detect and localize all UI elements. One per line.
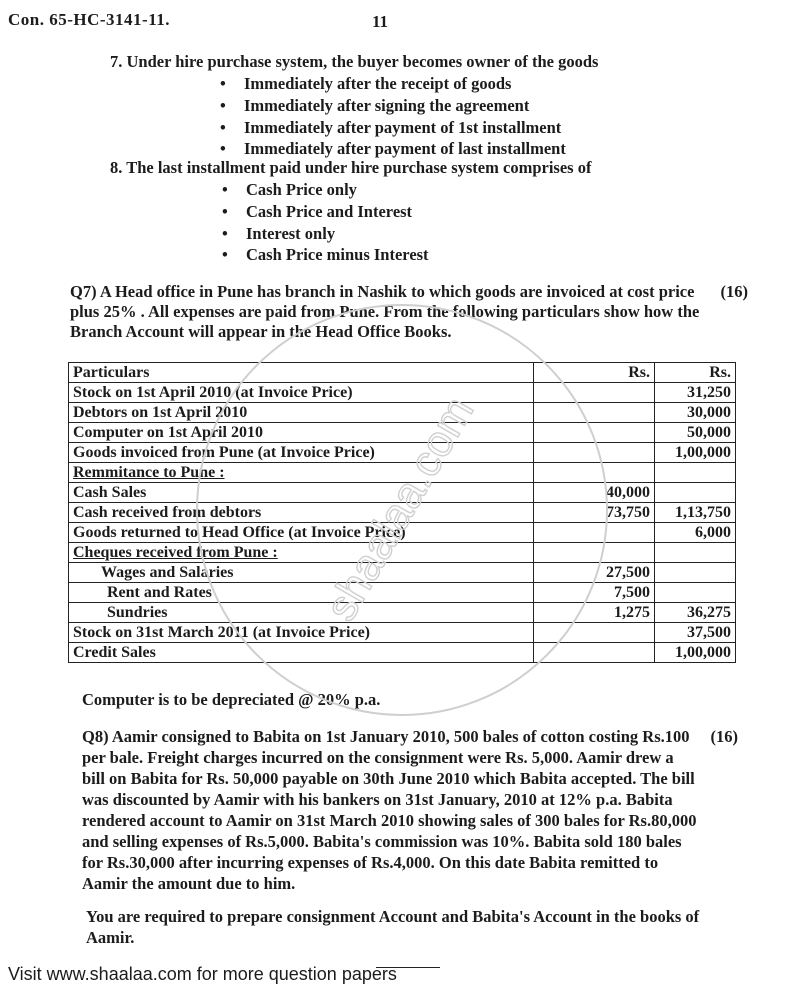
bullet-icon: •	[222, 180, 228, 199]
table-row: Goods invoiced from Pune (at Invoice Price) 1,00,000	[69, 443, 736, 463]
bullet-icon: •	[220, 118, 226, 137]
question-8	[82, 726, 738, 894]
table-header-row	[69, 363, 736, 383]
table-row: Cash Sales 40,000	[69, 483, 736, 503]
signature-line	[376, 967, 440, 968]
mcq-option: • Immediately after the receipt of goods	[220, 74, 512, 93]
question-text: Aamir consigned to Babita on 1st January 2010, 500 bales of cotton costing Rs.100 per bale. Freight charges incurred on the consignment were Rs. 5,000. Aamir drew a bill on Babita for Rs. 50,000 payable on 30th June 2010 which Babita accepted. The bill was discounted by Aamir with his bankers on 31st January, 2010 at 12% p.a. Babita rendered account to Aamir on 31st March 2010 showing sales of 300 bales for Rs.80,000 and selling expenses of Rs.5,000. Babita's commission was 10%. Babita sold 180 bales for Rs.30,000 after incurring expenses of Rs.4,000. On this date Babita remitted to Aamir the amount due to him.	[82, 727, 697, 893]
table-row: Rent and Rates 7,500	[69, 583, 736, 603]
depreciation-note: Computer is to be depreciated @ 20% p.a.	[82, 690, 381, 709]
question-7	[70, 282, 748, 342]
table-row: Remmitance to Pune :	[69, 463, 736, 483]
table-row: Cash received from debtors 73,750 1,13,750	[69, 503, 736, 523]
paper-code: Con. 65-HC-3141-11.	[8, 10, 171, 29]
table-row: Stock on 1st April 2010 (at Invoice Price) 31,250	[69, 383, 736, 403]
bullet-icon: •	[220, 139, 226, 158]
question-marks: (16)	[720, 282, 748, 301]
q8-instruction: You are required to prepare consignment Account and Babita's Account in the books of Aamir.	[86, 907, 700, 947]
mcq-question-8	[110, 158, 591, 178]
bullet-icon: •	[220, 96, 226, 115]
mcq-option: • Immediately after payment of 1st installment	[220, 118, 562, 137]
table-row: Computer on 1st April 2010 50,000	[69, 423, 736, 443]
table-row: Debtors on 1st April 2010 30,000	[69, 403, 736, 423]
question-marks: (16)	[710, 727, 738, 746]
mcq-option: • Immediately after payment of last installment	[220, 139, 566, 158]
table-row: Stock on 31st March 2011 (at Invoice Price) 37,500	[69, 623, 736, 643]
header-particulars: Particulars	[69, 363, 534, 383]
table-row: Cheques received from Pune :	[69, 543, 736, 563]
table-row: Goods returned to Head Office (at Invoice Price) 6,000	[69, 523, 736, 543]
table-row: Credit Sales 1,00,000	[69, 643, 736, 663]
table-row: Sundries 1,275 36,275	[69, 603, 736, 623]
mcq-option: • Immediately after signing the agreement	[220, 96, 530, 115]
table-row: Wages and Salaries 27,500	[69, 563, 736, 583]
mcq-question-text: 7. Under hire purchase system, the buyer becomes owner of the goods	[110, 52, 599, 71]
header-rs-col3: Rs.	[655, 363, 736, 383]
mcq-option: • Cash Price only	[222, 180, 357, 199]
bullet-icon: •	[220, 74, 226, 93]
question-label: Q7)	[70, 282, 97, 301]
header-rs-col2: Rs.	[534, 363, 655, 383]
mcq-option: • Interest only	[222, 224, 336, 243]
question-text: A Head office in Pune has branch in Nashik to which goods are invoiced at cost price plus 25% . All expenses are paid from Pune. From the following particulars show how the Branch Account will appear in the Head Office Books.	[70, 282, 700, 341]
mcq-question-text: 8. The last installment paid under hire purchase system comprises of	[110, 158, 592, 177]
mcq-option: • Cash Price and Interest	[222, 202, 413, 221]
bullet-icon: •	[222, 245, 228, 264]
footer-link-text[interactable]: Visit www.shaalaa.com for more question papers	[8, 964, 397, 984]
watermark-text: shaalaa.com	[316, 388, 484, 630]
mcq-option: • Cash Price minus Interest	[222, 245, 429, 264]
mcq-question-7	[110, 52, 598, 72]
bullet-icon: •	[222, 224, 228, 243]
question-label: Q8)	[82, 727, 109, 746]
bullet-icon: •	[222, 202, 228, 221]
page-number: 11	[372, 12, 389, 31]
branch-particulars-table	[68, 362, 736, 663]
